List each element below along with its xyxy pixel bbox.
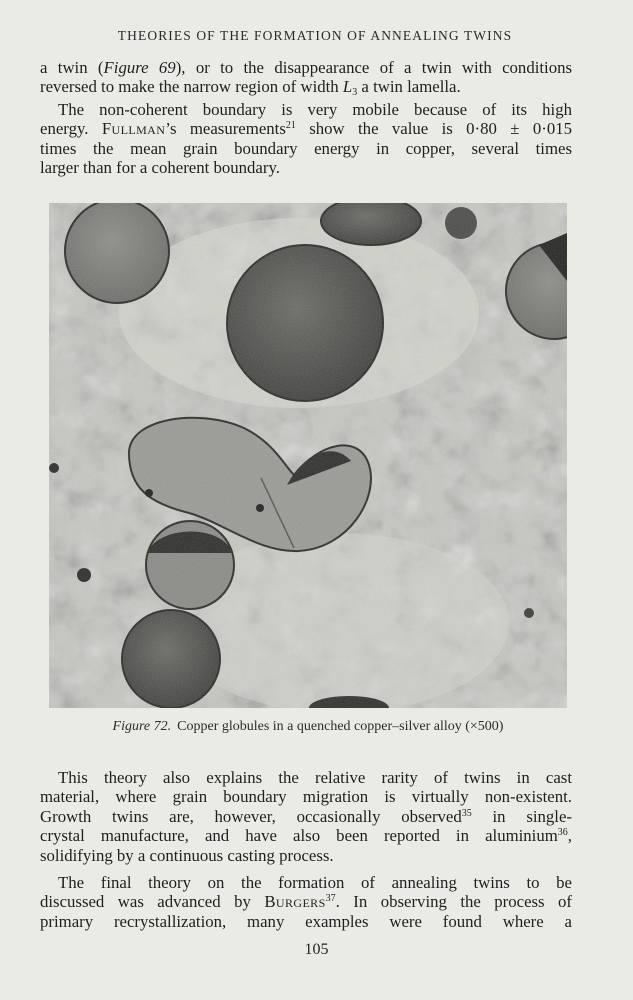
text-span: discussed was advanced by — [40, 892, 265, 912]
text-span: larger than for a coherent boundary. — [40, 158, 280, 178]
text-span: The non-coherent boundary is very mobile because of its high — [58, 100, 572, 119]
author-name: Fullman — [101, 119, 166, 139]
figure-label: Figure 72. — [112, 719, 172, 734]
micrograph-image — [49, 203, 567, 708]
text-span: Growth twins are, however, occasionally observed — [40, 806, 462, 826]
text-span: times the mean grain boundary energy in copper, several times — [40, 138, 572, 158]
paragraph-3-line-1 — [40, 768, 572, 787]
paragraph-3 — [40, 768, 572, 865]
text-span: in single- — [471, 806, 572, 826]
paragraph-3-line-2 — [40, 787, 572, 806]
text-span: ’s measurements — [165, 119, 286, 139]
paragraph-3-line-3 — [40, 807, 572, 826]
paragraph-2 — [40, 100, 572, 178]
text-span: The final theory on the formation of annealing twins to be — [58, 873, 572, 892]
paragraph-2-line-4 — [40, 158, 572, 177]
paragraph-1-line-1 — [40, 58, 572, 77]
math-subscript: 3 — [352, 87, 358, 99]
citation-ref: 36 — [557, 827, 568, 839]
text-span: primary recrystallization, many examples were found where a — [40, 911, 572, 931]
paragraph-4-line-2 — [40, 892, 572, 911]
text-span: ), or to the disappearance of a twin with conditions — [175, 58, 573, 77]
text-span: crystal manufacture, and have also been reported in aluminium — [40, 826, 558, 846]
math-variable: L — [342, 77, 353, 97]
text-span: a twin ( — [40, 58, 104, 77]
paragraph-2-line-1 — [40, 100, 572, 119]
figure-reference: Figure 69 — [103, 58, 176, 77]
figure-caption — [50, 719, 566, 735]
paragraph-1 — [40, 58, 572, 97]
paragraph-1-line-2 — [40, 77, 572, 99]
text-span: . In observing the process of — [335, 892, 572, 912]
paragraph-4-line-1 — [40, 873, 572, 892]
text-span: reversed to make the narrow region of width — [40, 77, 343, 97]
text-span: show the value is 0·80 ± 0·015 — [295, 119, 572, 139]
text-span: material, where grain boundary migration is virtually non-existent. — [40, 787, 572, 807]
citation-ref: 35 — [461, 807, 472, 819]
paragraph-3-line-4 — [40, 826, 572, 845]
page-number: 105 — [304, 941, 329, 958]
author-name: Burgers — [264, 892, 326, 912]
text-span: energy. — [40, 119, 102, 139]
text-span: This theory also explains the relative rarity of twins in cast — [58, 768, 572, 787]
text-span: a twin lamella. — [357, 77, 461, 97]
text-span: , — [567, 826, 572, 846]
paragraph-2-line-2 — [40, 119, 572, 138]
running-head: THEORIES OF THE FORMATION OF ANNEALING TWINS — [117, 28, 513, 43]
micrograph-figure — [49, 203, 567, 708]
citation-ref: 37 — [325, 893, 336, 905]
paragraph-3-line-5 — [40, 846, 572, 865]
paragraph-4 — [40, 873, 572, 931]
figure-caption-text: Copper globules in a quenched copper–silver alloy (×500) — [177, 719, 504, 734]
paragraph-4-line-3 — [40, 912, 572, 931]
text-span: solidifying by a continuous casting process. — [40, 845, 334, 865]
paragraph-2-line-3 — [40, 139, 572, 158]
citation-ref: 21 — [285, 120, 296, 132]
